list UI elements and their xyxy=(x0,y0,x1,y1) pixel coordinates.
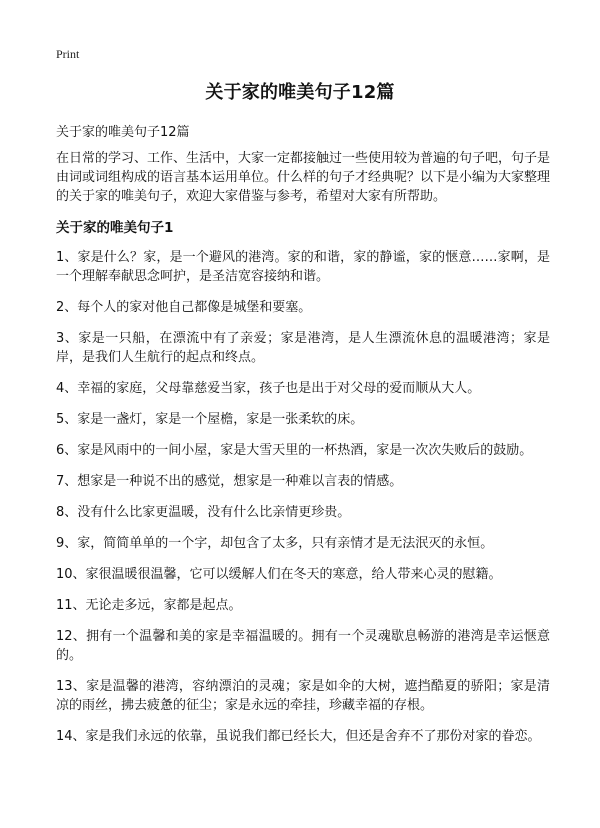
print-link[interactable]: Print xyxy=(56,47,80,61)
document-title: 关于家的唯美句子12篇 xyxy=(205,82,395,103)
list-item: 11、无论走多远，家都是起点。 xyxy=(56,598,242,613)
list-item: 2、每个人的家对他自己都像是城堡和要塞。 xyxy=(56,300,312,315)
list-item: 8、没有什么比家更温暖，没有什么比亲情更珍贵。 xyxy=(56,505,351,520)
section-heading: 关于家的唯美句子1 xyxy=(56,220,174,236)
list-item: 9、家，简简单单的一个字，却包含了太多，只有亲情才是无法泯灭的永恒。 xyxy=(56,536,494,551)
intro-paragraph: 在日常的学习、工作、生活中，大家一定都接触过一些使用较为普遍的句子吧，句子是由词或词组构成的语言基本运用单位。什么样的句子才经典呢？以下是小编为大家整理的关于家的唯美句子，欢迎大家借鉴与参考，希望对大家有所帮助。 xyxy=(56,151,551,204)
list-item: 7、想家是一种说不出的感觉，想家是一种难以言表的情感。 xyxy=(56,474,403,489)
list-item: 14、家是我们永远的依靠，虽说我们都已经长大，但还是舍弃不了那份对家的眷恋。 xyxy=(56,729,541,744)
document-subtitle: 关于家的唯美句子12篇 xyxy=(56,125,190,140)
list-item: 13、家是温馨的港湾，容纳漂泊的灵魂；家是如伞的大树，遮挡酷夏的骄阳；家是清凉的雨丝，拂去疲惫的征尘；家是永远的牵挂，珍藏幸福的存根。 xyxy=(56,679,550,713)
list-item: 4、幸福的家庭，父母靠慈爱当家，孩子也是出于对父母的爱而顺从大人。 xyxy=(56,381,481,396)
list-item: 1、家是什么？家，是一个避风的港湾。家的和谐，家的静谧，家的惬意……家啊，是一个理解奉献思念呵护，是圣洁宽容接纳和谐。 xyxy=(56,250,550,284)
sentence-list xyxy=(56,248,550,758)
list-item: 12、拥有一个温馨和美的家是幸福温暖的。拥有一个灵魂歇息畅游的港湾是幸运惬意的。 xyxy=(56,629,550,663)
list-item: 10、家很温暖很温馨，它可以缓解人们在冬天的寒意，给人带来心灵的慰籍。 xyxy=(56,567,502,582)
list-item: 6、家是风雨中的一间小屋，家是大雪天里的一杯热酒，家是一次次失败后的鼓励。 xyxy=(56,443,533,458)
list-item: 3、家是一只船，在漂流中有了亲爱；家是港湾，是人生漂流休息的温暖港湾；家是岸，是我们人生航行的起点和终点。 xyxy=(56,331,550,365)
list-item: 5、家是一盏灯，家是一个屋檐，家是一张柔软的床。 xyxy=(56,412,364,427)
